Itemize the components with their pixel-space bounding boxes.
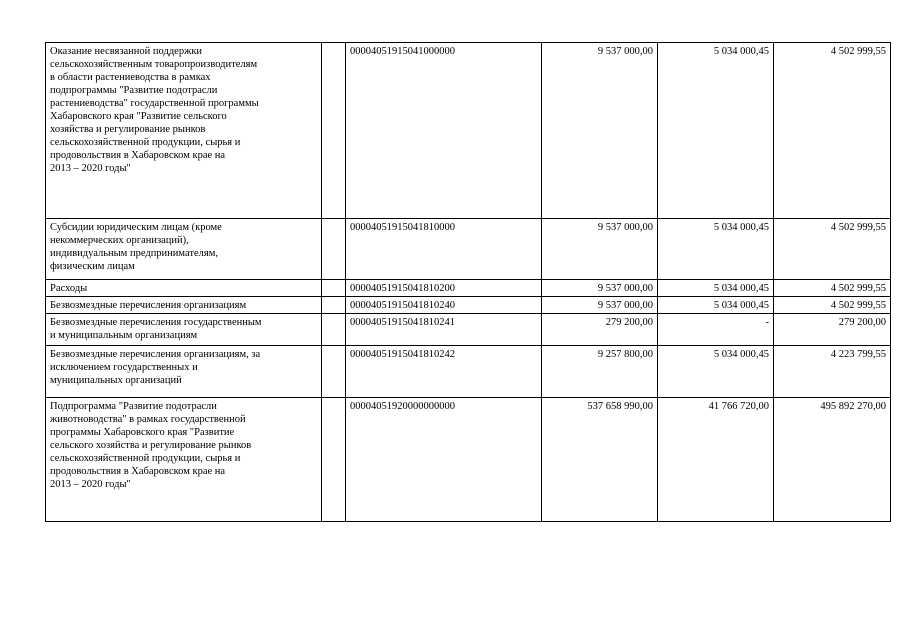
row-executed-amount: 5 034 000,45 bbox=[658, 43, 774, 219]
row-line-code-cell bbox=[322, 219, 346, 280]
row-approved-amount: 9 537 000,00 bbox=[542, 219, 658, 280]
row-line-code-cell bbox=[322, 280, 346, 297]
row-executed-amount: 5 034 000,45 bbox=[658, 297, 774, 314]
row-name: Оказание несвязанной поддержки сельскохозяйственным товаропроизводителям в области растениеводства в рамках подпрограммы "Развитие подотрасли растениеводства" государственной программы Хабаровского края "Развитие сельского хозяйства и регулирование рынков сельскохозяйственной продукции, сырья и продовольствия в Хабаровском крае на 2013 – 2020 годы" bbox=[50, 46, 259, 174]
row-approved-amount: 9 537 000,00 bbox=[542, 280, 658, 297]
row-name: Расходы bbox=[50, 283, 88, 294]
row-approved-amount: 9 257 800,00 bbox=[542, 346, 658, 398]
table-row bbox=[46, 43, 891, 219]
row-budget-code: 00004051915041810240 bbox=[346, 297, 542, 314]
table-row bbox=[46, 346, 891, 398]
row-name-cell bbox=[46, 297, 322, 314]
table-row bbox=[46, 280, 891, 297]
row-unexecuted-amount: 4 223 799,55 bbox=[774, 346, 891, 398]
budget-execution-table bbox=[45, 42, 891, 522]
row-name: Субсидии юридическим лицам (кроме некоммерческих организаций), индивидуальным предпринимателям, физическим лицам bbox=[50, 222, 222, 272]
table-row bbox=[46, 314, 891, 346]
row-name-cell bbox=[46, 219, 322, 280]
row-approved-amount: 9 537 000,00 bbox=[542, 297, 658, 314]
row-approved-amount: 9 537 000,00 bbox=[542, 43, 658, 219]
table-row bbox=[46, 219, 891, 280]
row-unexecuted-amount: 4 502 999,55 bbox=[774, 297, 891, 314]
row-name: Безвозмездные перечисления организациям, за исключением государственных и муниципальных организаций bbox=[50, 349, 261, 386]
row-executed-amount: 5 034 000,45 bbox=[658, 280, 774, 297]
row-line-code-cell bbox=[322, 398, 346, 522]
row-budget-code: 00004051915041000000 bbox=[346, 43, 542, 219]
row-name-cell bbox=[46, 43, 322, 219]
row-approved-amount: 279 200,00 bbox=[542, 314, 658, 346]
row-name-cell bbox=[46, 398, 322, 522]
row-approved-amount: 537 658 990,00 bbox=[542, 398, 658, 522]
row-unexecuted-amount: 279 200,00 bbox=[774, 314, 891, 346]
row-budget-code: 00004051915041810241 bbox=[346, 314, 542, 346]
row-unexecuted-amount: 4 502 999,55 bbox=[774, 43, 891, 219]
row-name-cell bbox=[46, 314, 322, 346]
row-budget-code: 00004051920000000000 bbox=[346, 398, 542, 522]
row-name-cell bbox=[46, 346, 322, 398]
row-name: Подпрограмма "Развитие подотрасли животноводства" в рамках государственной программы Хабаровского края "Развитие сельского хозяйства и регулирование рынков сельскохозяйственной продукции, сырья и продовольствия в Хабаровском крае на 2013 – 2020 годы" bbox=[50, 401, 252, 490]
row-line-code-cell bbox=[322, 43, 346, 219]
row-executed-amount: - bbox=[658, 314, 774, 346]
row-line-code-cell bbox=[322, 297, 346, 314]
row-budget-code: 00004051915041810242 bbox=[346, 346, 542, 398]
row-budget-code: 00004051915041810000 bbox=[346, 219, 542, 280]
table-row bbox=[46, 297, 891, 314]
row-line-code-cell bbox=[322, 346, 346, 398]
row-executed-amount: 5 034 000,45 bbox=[658, 346, 774, 398]
row-name: Безвозмездные перечисления государственным и муниципальным организациям bbox=[50, 317, 262, 341]
table-row bbox=[46, 398, 891, 522]
row-name: Безвозмездные перечисления организациям bbox=[50, 300, 247, 311]
row-budget-code: 00004051915041810200 bbox=[346, 280, 542, 297]
row-unexecuted-amount: 495 892 270,00 bbox=[774, 398, 891, 522]
row-line-code-cell bbox=[322, 314, 346, 346]
row-name-cell bbox=[46, 280, 322, 297]
row-unexecuted-amount: 4 502 999,55 bbox=[774, 280, 891, 297]
row-unexecuted-amount: 4 502 999,55 bbox=[774, 219, 891, 280]
row-executed-amount: 41 766 720,00 bbox=[658, 398, 774, 522]
row-executed-amount: 5 034 000,45 bbox=[658, 219, 774, 280]
